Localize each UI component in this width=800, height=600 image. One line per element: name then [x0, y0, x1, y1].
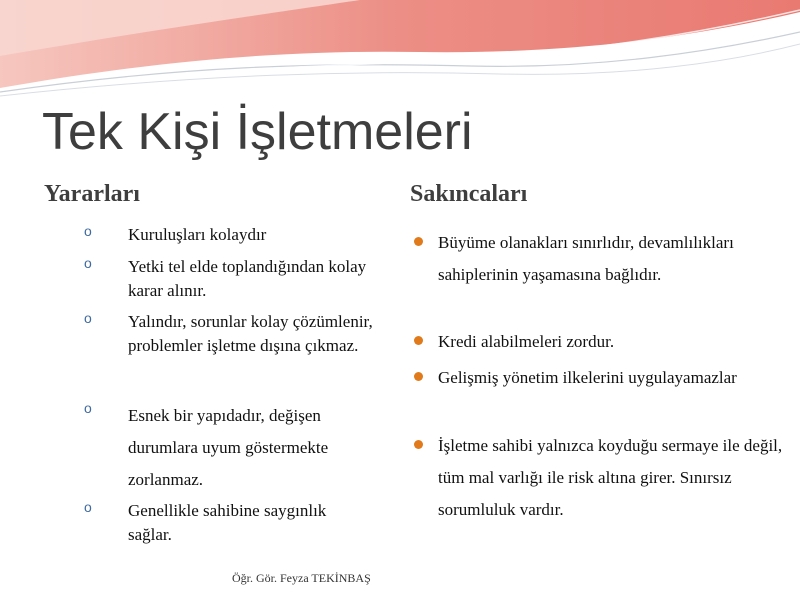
orange-bullet-icon	[414, 237, 423, 246]
header-banner	[0, 0, 800, 100]
disadvantage-item	[414, 227, 784, 291]
disadvantage-item	[414, 362, 784, 394]
advantage-text: Yalındır, sorunlar kolay çözümlenir, problemler işletme dışına çıkmaz.	[128, 312, 373, 355]
orange-bullet-icon	[414, 440, 423, 449]
circle-bullet-icon: o	[84, 255, 92, 271]
circle-bullet-icon: o	[84, 400, 92, 416]
advantage-item	[84, 499, 374, 547]
disadvantage-item	[414, 326, 784, 358]
circle-bullet-icon: o	[84, 499, 92, 515]
circle-bullet-icon: o	[84, 310, 92, 326]
disadvantage-text: Büyüme olanakları sınırlıdır, devamlılıkları sahiplerinin yaşamasına bağlıdır.	[438, 233, 734, 284]
orange-bullet-icon	[414, 336, 423, 345]
advantage-text: Esnek bir yapıdadır, değişen durumlara uyum göstermekte zorlanmaz.	[128, 406, 329, 489]
advantages-heading: Yararları	[44, 181, 140, 207]
advantage-item	[84, 310, 374, 358]
advantage-item	[84, 400, 374, 496]
disadvantages-heading: Sakıncaları	[410, 181, 528, 207]
orange-bullet-icon	[414, 372, 423, 381]
footer-author: Öğr. Gör. Feyza TEKİNBAŞ	[232, 571, 371, 585]
advantage-text: Genellikle sahibine saygınlık sağlar.	[128, 501, 327, 544]
slide-title: Tek Kişi İşletmeleri	[42, 103, 473, 161]
advantage-item	[84, 255, 374, 303]
advantage-text: Yetki tel elde toplandığından kolay karar alınır.	[128, 257, 367, 300]
advantage-item	[84, 223, 374, 247]
disadvantage-text: İşletme sahibi yalnızca koyduğu sermaye ile değil, tüm mal varlığı ile risk altına girer. Sınırsız sorumluluk vardır.	[438, 436, 783, 519]
circle-bullet-icon: o	[84, 223, 92, 239]
disadvantage-text: Kredi alabilmeleri zordur.	[438, 332, 615, 351]
advantage-text: Kuruluşları kolaydır	[128, 225, 267, 244]
disadvantage-text: Gelişmiş yönetim ilkelerini uygulayamazlar	[438, 368, 737, 387]
disadvantage-item	[414, 430, 784, 526]
